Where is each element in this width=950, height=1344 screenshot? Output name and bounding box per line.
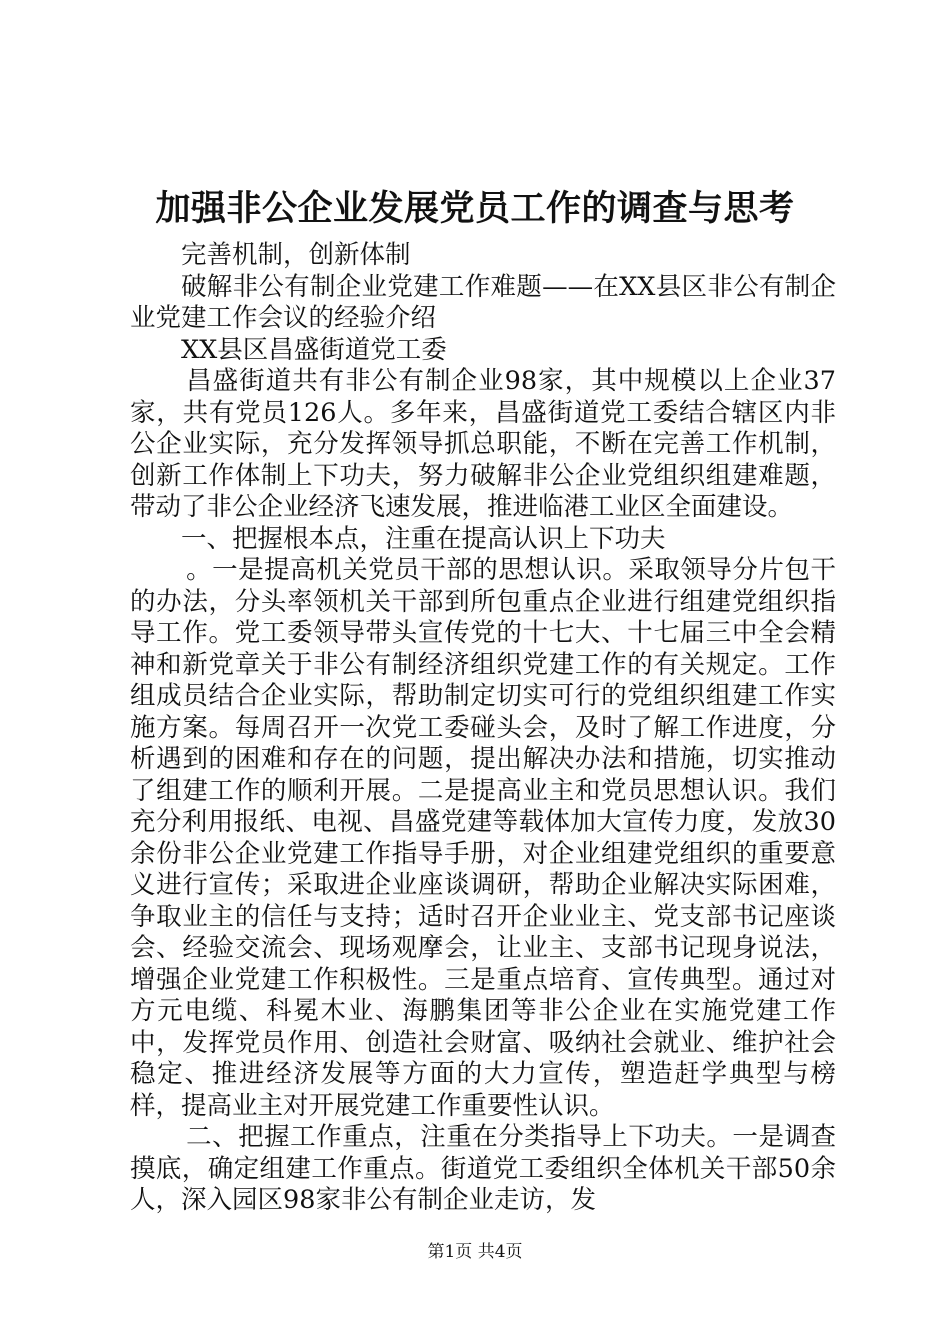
- heading-line: 破解非公有制企业党建工作难题——在XX县区非公有制企业党建工作会议的经验介绍: [130, 271, 836, 333]
- author-line: XX县区昌盛街道党工委: [181, 334, 447, 365]
- document-title: 加强非公企业发展党员工作的调查与思考: [155, 188, 795, 229]
- document-body: [130, 240, 836, 1217]
- section-heading: 一、把握根本点，注重在提高认识上下功夫: [181, 523, 666, 554]
- body-paragraph: 昌盛街道共有非公有制企业98家，其中规模以上企业37家，共有党员126人。多年来，昌盛街道党工委结合辖区内非公企业实际，充分发挥领导抓总职能，不断在完善工作机制，创新工作体制上下功夫，努力破解非公企业党组织组建难题，带动了非公企业经济飞速发展，推进临港工业区全面建设。: [130, 366, 836, 522]
- body-paragraph: 二、把握工作重点，注重在分类指导上下功夫。一是调查摸底，确定组建工作重点。街道党工委组织全体机关干部50余人，深入园区98家非公有制企业走访，发: [130, 1122, 836, 1215]
- body-paragraph: 。一是提高机关党员干部的思想认识。采取领导分片包干的办法，分头率领机关干部到所包重点企业进行组建党组织指导工作。党工委领导带头宣传党的十七大、十七届三中全会精神和新党章关于非公有制经济组织党建工作的有关规定。工作组成员结合企业实际，帮助制定切实可行的党组织组建工作实施方案。每周召开一次党工委碰头会，及时了解工作进度，分析遇到的困难和存在的问题，提出解决办法和措施，切实推动了组建工作的顺利开展。二是提高业主和党员思想认识。我们充分利用报纸、电视、昌盛党建等载体加大宣传力度，发放30余份非公企业党建工作指导手册，对企业组建党组织的重要意义进行宣传；采取进企业座谈调研，帮助企业解决实际困难，争取业主的信任与支持；适时召开企业业主、党支部书记座谈会、经验交流会、现场观摩会，让业主、支部书记现身说法，增强企业党建工作积极性。三是重点培育、宣传典型。通过对方元电缆、科冕木业、海鹏集团等非公企业在实施党建工作中，发挥党员作用、创造社会财富、吸纳社会就业、维护社会稳定、推进经济发展等方面的大力宣传，塑造赶学典型与榜样，提高业主对开展党建工作重要性认识。: [130, 555, 836, 1121]
- page-number-footer: 第1页 共4页: [427, 1242, 523, 1262]
- subtitle-line: 完善机制，创新体制: [181, 240, 411, 270]
